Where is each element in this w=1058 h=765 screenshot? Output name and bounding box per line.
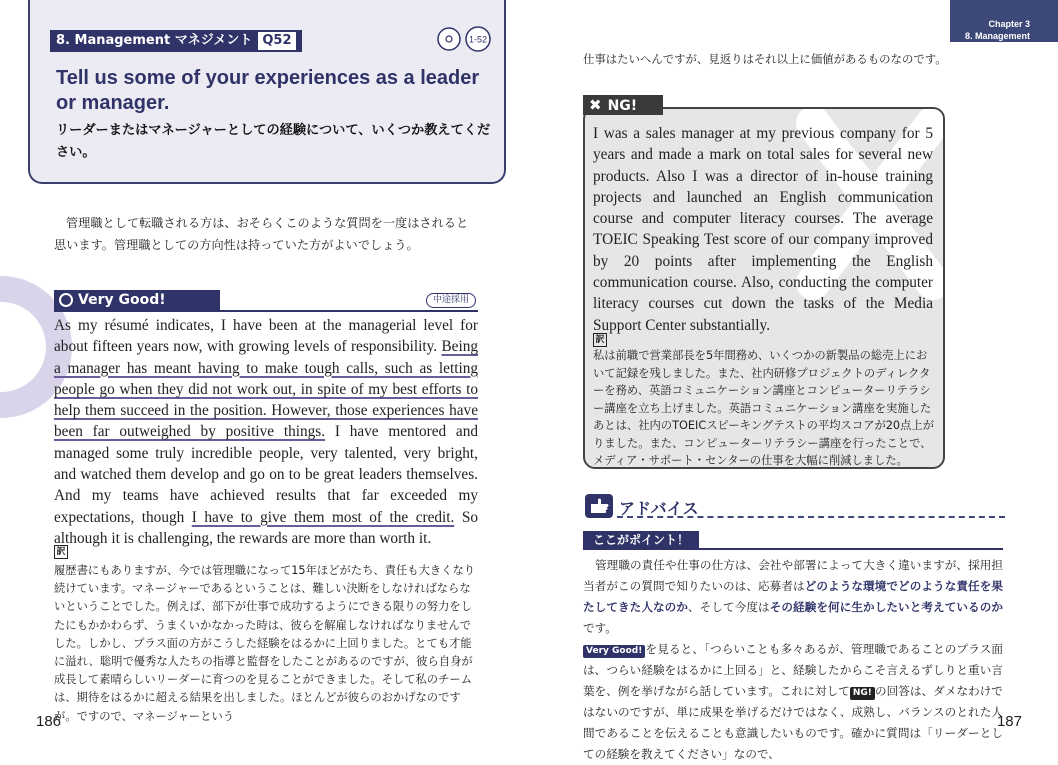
translation-mark: 訳 — [593, 333, 607, 347]
very-good-header — [54, 290, 478, 312]
very-good-label: Very Good! — [54, 290, 220, 311]
chapter-tab — [950, 0, 1058, 42]
continuation-text: 仕事はたいへんですが、見返りはそれ以上に価値があるものなのです。 — [583, 52, 947, 66]
cd-track-icon[interactable] — [436, 26, 498, 52]
answer-underlined: Being a manager has meant having to make tough calls, such as letting people go when they did not work out, in spite of my best efforts to help them succeed in the position. However, those experiences have been far outweighed by positive things. — [54, 338, 478, 441]
answer-underlined: I have to give them most of the credit. — [191, 508, 455, 526]
advice-highlight: その経験を何に生かしたいと考えているのか — [769, 600, 1003, 614]
ng-answer: I was a sales manager at my previous company for 5 years and made a mark on total sales for several new products. Also I was a director of in-house training projects and launched an English communication course and computer literacy courses. The average TOEIC Speaking Test score of our company improved by 20 points after implementing the English communication course. Also, conducting the computer literacy courses cut down the tasks of the Media Support Center substantially. — [593, 125, 933, 334]
translation-mark: 訳 — [54, 545, 68, 559]
point-label: ここがポイント！ — [583, 531, 699, 550]
advice-title: アドバイス — [619, 499, 699, 518]
ng-label-box — [583, 95, 663, 115]
very-good-chip: Very Good! — [583, 645, 645, 658]
intro-text: 管理職として転職される方は、おそらくこのような質問を一度はされると思います。管理職としての方向性は持っていた方がよいでしょう。 — [54, 216, 469, 252]
chapter-label: Chapter 3 — [988, 19, 1030, 29]
section-label — [50, 30, 302, 52]
right-page — [529, 0, 1058, 761]
ng-box — [583, 107, 945, 469]
advice-rule — [617, 516, 1005, 518]
answer-part: So although it is challenging, the rewards are more than worth it. — [54, 508, 478, 547]
advice-part: の回答は、ダメなわけではないのですが、単に成果を挙げるだけではなく、成熟し、バランスのとれた人間であることを伝えることも意識したいものです。確かに質問は「リーダーとしての経験を教えてください」なので、 — [583, 684, 1003, 761]
ng-translation: 私は前職で営業部長を5年間務め、いくつかの新製品の総売上において記録を残しました。また、社内研修プロジェクトのディレクターを務め、英語コミュニケーション講座とコンピューターリテラシー講座を立ち上げました。英語コミュニケーション講座を実施したあとは、社内のTOEICスピーキングテストの平均スコアが20点上がりました。また、コンピューターリテラシー講座を行ったことで、メディア・サポート・センターの仕事を大幅に削減しました。 — [593, 349, 935, 467]
advice-header — [585, 494, 1005, 520]
page-number-right: 187 — [996, 713, 1022, 730]
question-number: Q52 — [258, 32, 295, 50]
advice-part: 、そして今度は — [688, 600, 770, 614]
x-icon: ✖ — [589, 96, 602, 114]
answer-part: I have mentored and managed some truly incredible people, very talented, very bright, and watched them develop and go on to be great leaders themselves. And my teams have achieved results that far exceeded my expectations, though — [54, 423, 478, 526]
question-box — [28, 0, 506, 184]
answer-part: As my résumé indicates, I have been at the managerial level for about fifteen years now, with growing levels of responsibility. — [54, 317, 478, 356]
very-good-answer — [54, 315, 478, 549]
translation-text: 履歴書にもありますが、今では管理職になって15年ほどがたち、責任も大きくなり続けています。マネージャーであるということは、難しい決断をしなければならないということでした。例えば、部下が仕事で成功するようにできる限りの努力をしたにもかかわらず、うまくいかなかった時は、彼らを解雇しなければなりませんでした。しかし、プラス面の方がこうした経験をはるかに上回りました。とても才能に溢れ、聡明で優秀な人たちの指導と監督をしたことがあるのですが、彼ら自身が成長して素晴らしいリーダーに育つのを見ることができました。そして私のチームは、期待をはるかに超える結果を出しました。ほとんどが彼らのおかげなのですが。ですので、マネージャーという — [54, 564, 476, 723]
advice-part: です。 — [583, 621, 617, 635]
ng-label: NG! — [607, 98, 638, 114]
page-number-left: 186 — [36, 713, 62, 730]
advice-part: を見ると、「つらいことも多々あるが、管理職であることのプラス面は、つらい経験をはるかに上回る」と、経験したからこそ言えるずしりと重い言葉を、例を挙げながら話しています。これに対して — [583, 642, 1003, 698]
chapter-title: 8. Management — [964, 31, 1030, 41]
section-label-text: 8. Management マネジメント — [56, 33, 253, 48]
audio-track: 1-52 — [468, 34, 488, 45]
ng-chip: NG! — [850, 687, 875, 700]
pointing-hand-icon — [585, 494, 613, 518]
advice-text — [583, 555, 1003, 765]
question-ja: リーダーまたはマネージャーとしての経験について、いくつか教えてください。 — [56, 123, 491, 160]
question-en: Tell us some of your experiences as a leader or manager. — [56, 67, 480, 114]
advice-highlight: どのような環境でどのような責任を果たしてきた人なのか — [583, 579, 1003, 614]
advice-part: 管理職の責任や仕事の仕方は、会社や部署によって大きく違いますが、採用担当者がこの質問で知りたいのは、応募者は — [583, 558, 1003, 593]
left-page — [0, 0, 529, 750]
very-good-tag: 中途採用 — [426, 293, 476, 308]
